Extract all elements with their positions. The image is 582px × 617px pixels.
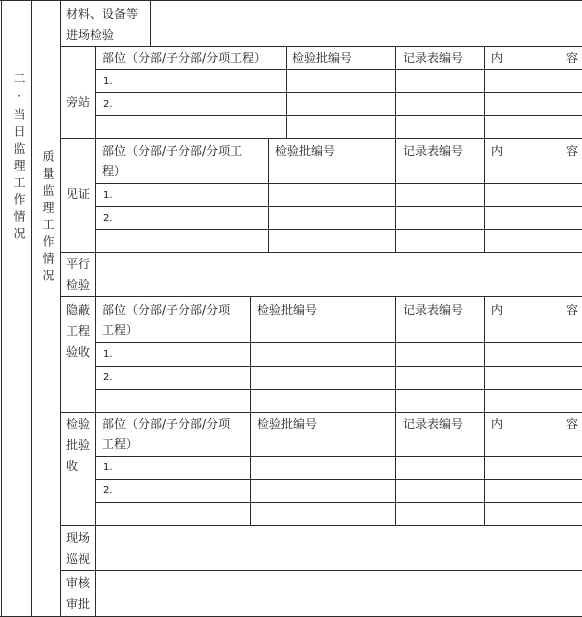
row-sep <box>60 296 582 297</box>
parallel-label-1: 平行 <box>66 257 91 271</box>
parallel-value-cell[interactable] <box>96 253 582 296</box>
subsection-label: 质量监理工作情况 <box>41 150 55 286</box>
border-left <box>1 0 2 617</box>
patrol-label-1: 现场 <box>66 531 91 545</box>
row-sep <box>60 138 582 139</box>
patrol-label-2: 巡视 <box>66 552 91 566</box>
row-sep <box>95 206 582 207</box>
header-location: 工程） <box>102 323 139 337</box>
row-number: 2. <box>103 372 113 383</box>
col-divider <box>95 412 96 525</box>
header-location: 部位（分部/子分部/分项工程） <box>102 51 267 65</box>
inspection-label-1: 检验 <box>66 417 91 431</box>
row-sep <box>95 229 582 230</box>
row-sep <box>95 502 582 503</box>
header-record: 记录表编号 <box>403 303 464 317</box>
hidden-label-2: 工程 <box>66 324 91 338</box>
header-location: 部位（分部/子分部/分项工 <box>102 144 243 158</box>
header-content: 内 <box>491 144 504 158</box>
row-number: 2. <box>103 213 113 224</box>
hidden-label-1: 隐蔽 <box>66 303 91 317</box>
header-location: 工程） <box>102 437 139 451</box>
row-number: 1. <box>103 76 113 87</box>
parallel-label-2: 检验 <box>66 278 91 292</box>
col-divider <box>484 296 485 412</box>
materials-label-2: 进场检验 <box>66 28 115 42</box>
header-content: 内 <box>491 51 504 65</box>
witness-label: 见证 <box>66 187 91 201</box>
materials-label-1: 材料、设备等 <box>66 7 139 21</box>
col-divider <box>484 412 485 525</box>
col-divider <box>95 296 96 412</box>
header-location: 部位（分部/子分部/分项 <box>102 417 231 431</box>
header-location: 程） <box>102 164 127 178</box>
header-record: 记录表编号 <box>403 144 464 158</box>
col-divider <box>484 138 485 252</box>
row-sep <box>95 366 582 367</box>
header-location: 部位（分部/子分部/分项 <box>102 303 231 317</box>
inspection-label-2: 批验 <box>66 438 91 452</box>
row-number: 1. <box>103 190 113 201</box>
hidden-label-3: 验收 <box>66 345 91 359</box>
review-label-1: 审核 <box>66 576 91 590</box>
row-number: 1. <box>103 462 113 473</box>
header-content: 容 <box>566 51 579 65</box>
header-content: 容 <box>566 303 579 317</box>
header-record: 记录表编号 <box>403 417 464 431</box>
header-batch: 检验批编号 <box>275 144 336 158</box>
header-content: 容 <box>566 144 579 158</box>
row-number: 2. <box>103 485 113 496</box>
row-sep <box>95 92 582 93</box>
patrol-value-cell[interactable] <box>96 526 582 570</box>
row-sep <box>95 115 582 116</box>
header-batch: 检验批编号 <box>257 417 318 431</box>
header-batch: 检验批编号 <box>257 303 318 317</box>
header-content: 内 <box>491 417 504 431</box>
review-value-cell[interactable] <box>96 571 582 616</box>
section-label: 二·当日监理工作情况 <box>12 72 26 244</box>
col-divider <box>250 296 251 412</box>
review-label-2: 审批 <box>66 597 91 611</box>
header-batch: 检验批编号 <box>292 51 353 65</box>
header-content: 容 <box>566 417 579 431</box>
row-sep <box>95 456 582 457</box>
row-sep <box>60 412 582 413</box>
row-sep <box>95 389 582 390</box>
col-divider <box>95 46 96 252</box>
inspection-label-3: 收 <box>66 459 79 473</box>
row-sep <box>95 69 582 70</box>
row-sep <box>95 183 582 184</box>
row-sep <box>95 479 582 480</box>
header-content: 内 <box>491 303 504 317</box>
header-record: 记录表编号 <box>403 51 464 65</box>
col-divider <box>395 412 396 525</box>
row-sep <box>60 46 582 47</box>
row-number: 1. <box>103 349 113 360</box>
col-divider <box>268 138 269 252</box>
row-number: 2. <box>103 99 113 110</box>
side-station-label: 旁站 <box>66 95 91 109</box>
materials-value-cell[interactable] <box>151 1 582 46</box>
col-divider <box>250 412 251 525</box>
row-sep <box>95 342 582 343</box>
col-divider <box>395 138 396 252</box>
col-divider <box>395 296 396 412</box>
divider-section <box>31 0 32 617</box>
